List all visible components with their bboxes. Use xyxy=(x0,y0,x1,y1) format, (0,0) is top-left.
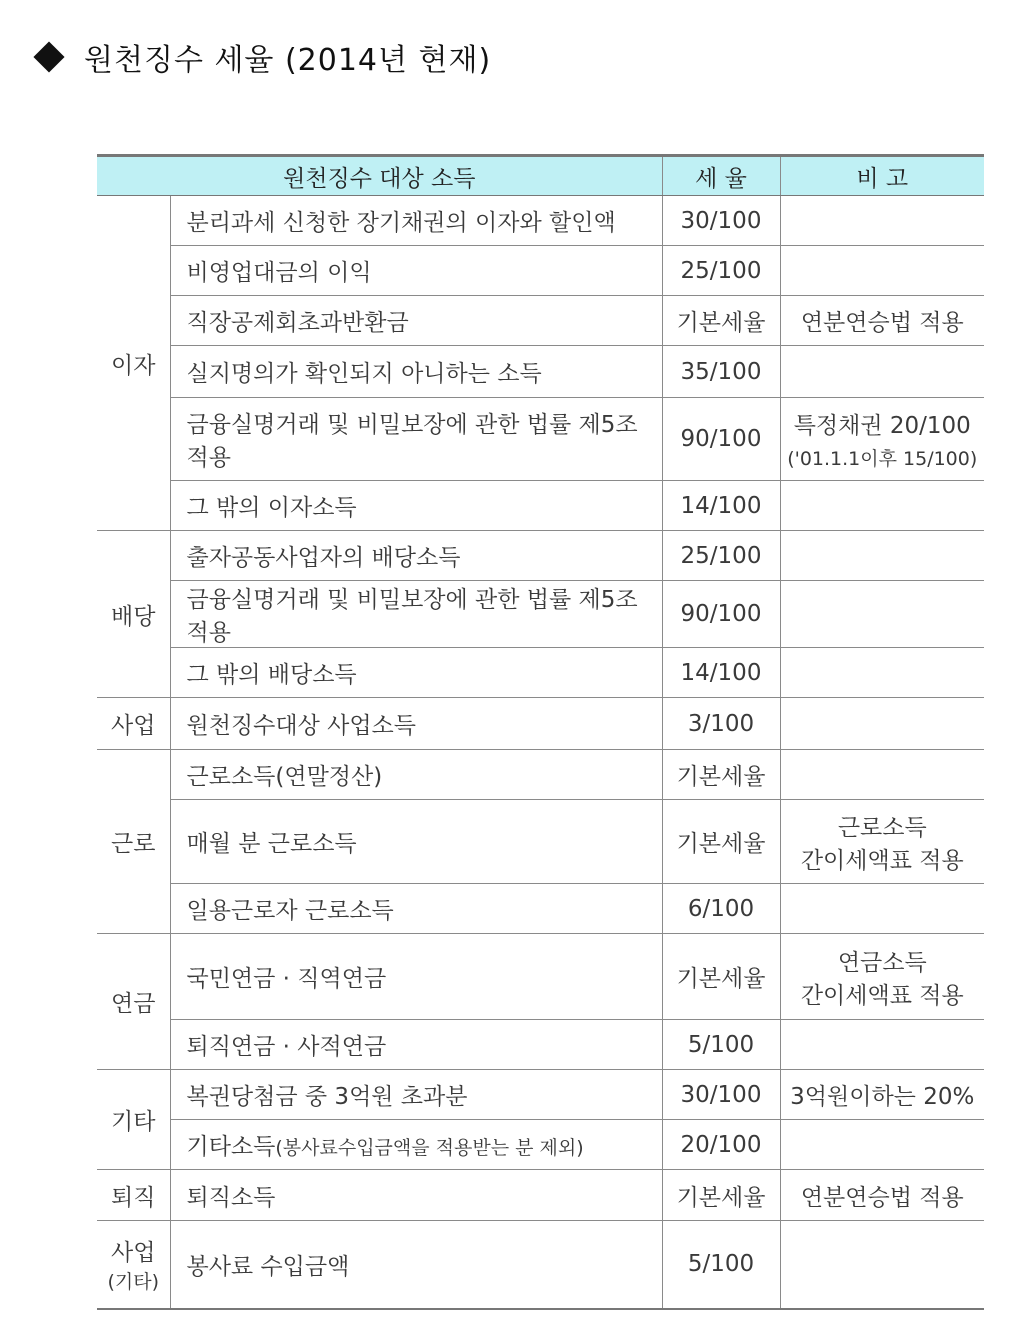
row-note xyxy=(780,884,984,934)
row-note xyxy=(780,196,984,246)
row-note xyxy=(780,1020,984,1070)
page-title xyxy=(30,32,491,82)
category-pension: 연금 xyxy=(97,934,170,1070)
row-item: 그 밖의 이자소득 xyxy=(170,481,662,531)
category-business-other-line2: (기타) xyxy=(107,1271,160,1294)
row-item: 퇴직연금 · 사적연금 xyxy=(170,1020,662,1070)
row-note xyxy=(780,581,984,648)
header-note: 비 고 xyxy=(780,156,984,196)
table-row xyxy=(97,398,984,481)
table-header-row xyxy=(97,156,984,196)
table-row xyxy=(97,196,984,246)
row-note xyxy=(780,934,984,1020)
row-rate: 20/100 xyxy=(662,1120,780,1170)
row-item: 복권당첨금 중 3억원 초과분 xyxy=(170,1070,662,1120)
row-item: 매월 분 근로소득 xyxy=(170,800,662,884)
table-row xyxy=(97,531,984,581)
page-title-text: 원천징수 세율 (2014년 현재) xyxy=(84,43,492,78)
table-row xyxy=(97,648,984,698)
row-note xyxy=(780,648,984,698)
table-row xyxy=(97,246,984,296)
row-note xyxy=(780,531,984,581)
row-rate: 25/100 xyxy=(662,531,780,581)
row-item-main: 기타소득 xyxy=(186,1134,276,1160)
row-note xyxy=(780,346,984,398)
row-note: 연분연승법 적용 xyxy=(780,1170,984,1221)
row-rate: 90/100 xyxy=(662,398,780,481)
table-row xyxy=(97,750,984,800)
row-rate: 5/100 xyxy=(662,1020,780,1070)
row-item: 그 밖의 배당소득 xyxy=(170,648,662,698)
diamond-bullet-icon xyxy=(33,41,64,72)
row-note-line1: 연금소득 xyxy=(837,949,927,976)
row-item: 금융실명거래 및 비밀보장에 관한 법률 제5조 적용 xyxy=(170,398,662,481)
row-item: 비영업대금의 이익 xyxy=(170,246,662,296)
row-item: 금융실명거래 및 비밀보장에 관한 법률 제5조 적용 xyxy=(170,581,662,648)
row-rate: 5/100 xyxy=(662,1221,780,1309)
category-business-other-line1: 사업 xyxy=(111,1240,156,1267)
table-row xyxy=(97,800,984,884)
row-item: 실지명의가 확인되지 아니하는 소득 xyxy=(170,346,662,398)
row-item: 출자공동사업자의 배당소득 xyxy=(170,531,662,581)
row-item: 퇴직소득 xyxy=(170,1170,662,1221)
row-rate: 30/100 xyxy=(662,1070,780,1120)
row-note-line2: 간이세액표 적용 xyxy=(800,847,964,874)
table-row xyxy=(97,1070,984,1120)
category-dividend: 배당 xyxy=(97,531,170,698)
row-rate: 기본세율 xyxy=(662,934,780,1020)
row-note xyxy=(780,246,984,296)
row-rate: 기본세율 xyxy=(662,750,780,800)
row-note xyxy=(780,1221,984,1309)
row-note-line1: 특정채권 20/100 xyxy=(793,413,971,439)
table-row xyxy=(97,1120,984,1170)
table-row xyxy=(97,481,984,531)
row-rate: 3/100 xyxy=(662,698,780,750)
row-note xyxy=(780,481,984,531)
category-interest: 이자 xyxy=(97,196,170,531)
row-item: 봉사료 수입금액 xyxy=(170,1221,662,1309)
row-item-sub: (봉사료수입금액을 적용받는 분 제외) xyxy=(275,1137,584,1159)
table-row xyxy=(97,1170,984,1221)
header-item: 원천징수 대상 소득 xyxy=(97,156,662,196)
table-row xyxy=(97,698,984,750)
category-other: 기타 xyxy=(97,1070,170,1170)
category-business: 사업 xyxy=(97,698,170,750)
table-row xyxy=(97,581,984,648)
row-rate: 35/100 xyxy=(662,346,780,398)
row-note xyxy=(780,698,984,750)
table-row xyxy=(97,296,984,346)
row-rate: 30/100 xyxy=(662,196,780,246)
row-rate: 14/100 xyxy=(662,481,780,531)
row-rate: 90/100 xyxy=(662,581,780,648)
row-item: 원천징수대상 사업소득 xyxy=(170,698,662,750)
row-item: 분리과세 신청한 장기채권의 이자와 할인액 xyxy=(170,196,662,246)
row-rate: 6/100 xyxy=(662,884,780,934)
row-rate: 25/100 xyxy=(662,246,780,296)
row-rate: 14/100 xyxy=(662,648,780,698)
withholding-tax-table xyxy=(97,154,984,1310)
row-note xyxy=(780,1120,984,1170)
category-business-other xyxy=(97,1221,170,1309)
row-item: 근로소득(연말정산) xyxy=(170,750,662,800)
header-rate: 세 율 xyxy=(662,156,780,196)
row-rate: 기본세율 xyxy=(662,296,780,346)
row-item xyxy=(170,1120,662,1170)
table-row xyxy=(97,1020,984,1070)
row-note: 연분연승법 적용 xyxy=(780,296,984,346)
category-labor: 근로 xyxy=(97,750,170,934)
row-note-line1: 근로소득 xyxy=(837,814,927,841)
table-row xyxy=(97,884,984,934)
row-note xyxy=(780,398,984,481)
row-note xyxy=(780,800,984,884)
table-row xyxy=(97,346,984,398)
row-note: 3억원이하는 20% xyxy=(780,1070,984,1120)
row-rate: 기본세율 xyxy=(662,1170,780,1221)
row-item: 일용근로자 근로소득 xyxy=(170,884,662,934)
row-item: 직장공제회초과반환금 xyxy=(170,296,662,346)
row-rate: 기본세율 xyxy=(662,800,780,884)
row-note xyxy=(780,750,984,800)
row-item: 국민연금 · 직역연금 xyxy=(170,934,662,1020)
category-retirement: 퇴직 xyxy=(97,1170,170,1221)
row-note-line2: 간이세액표 적용 xyxy=(800,982,964,1009)
table-row xyxy=(97,934,984,1020)
table-row xyxy=(97,1221,984,1309)
row-note-line2: ('01.1.1이후 15/100) xyxy=(787,448,978,470)
